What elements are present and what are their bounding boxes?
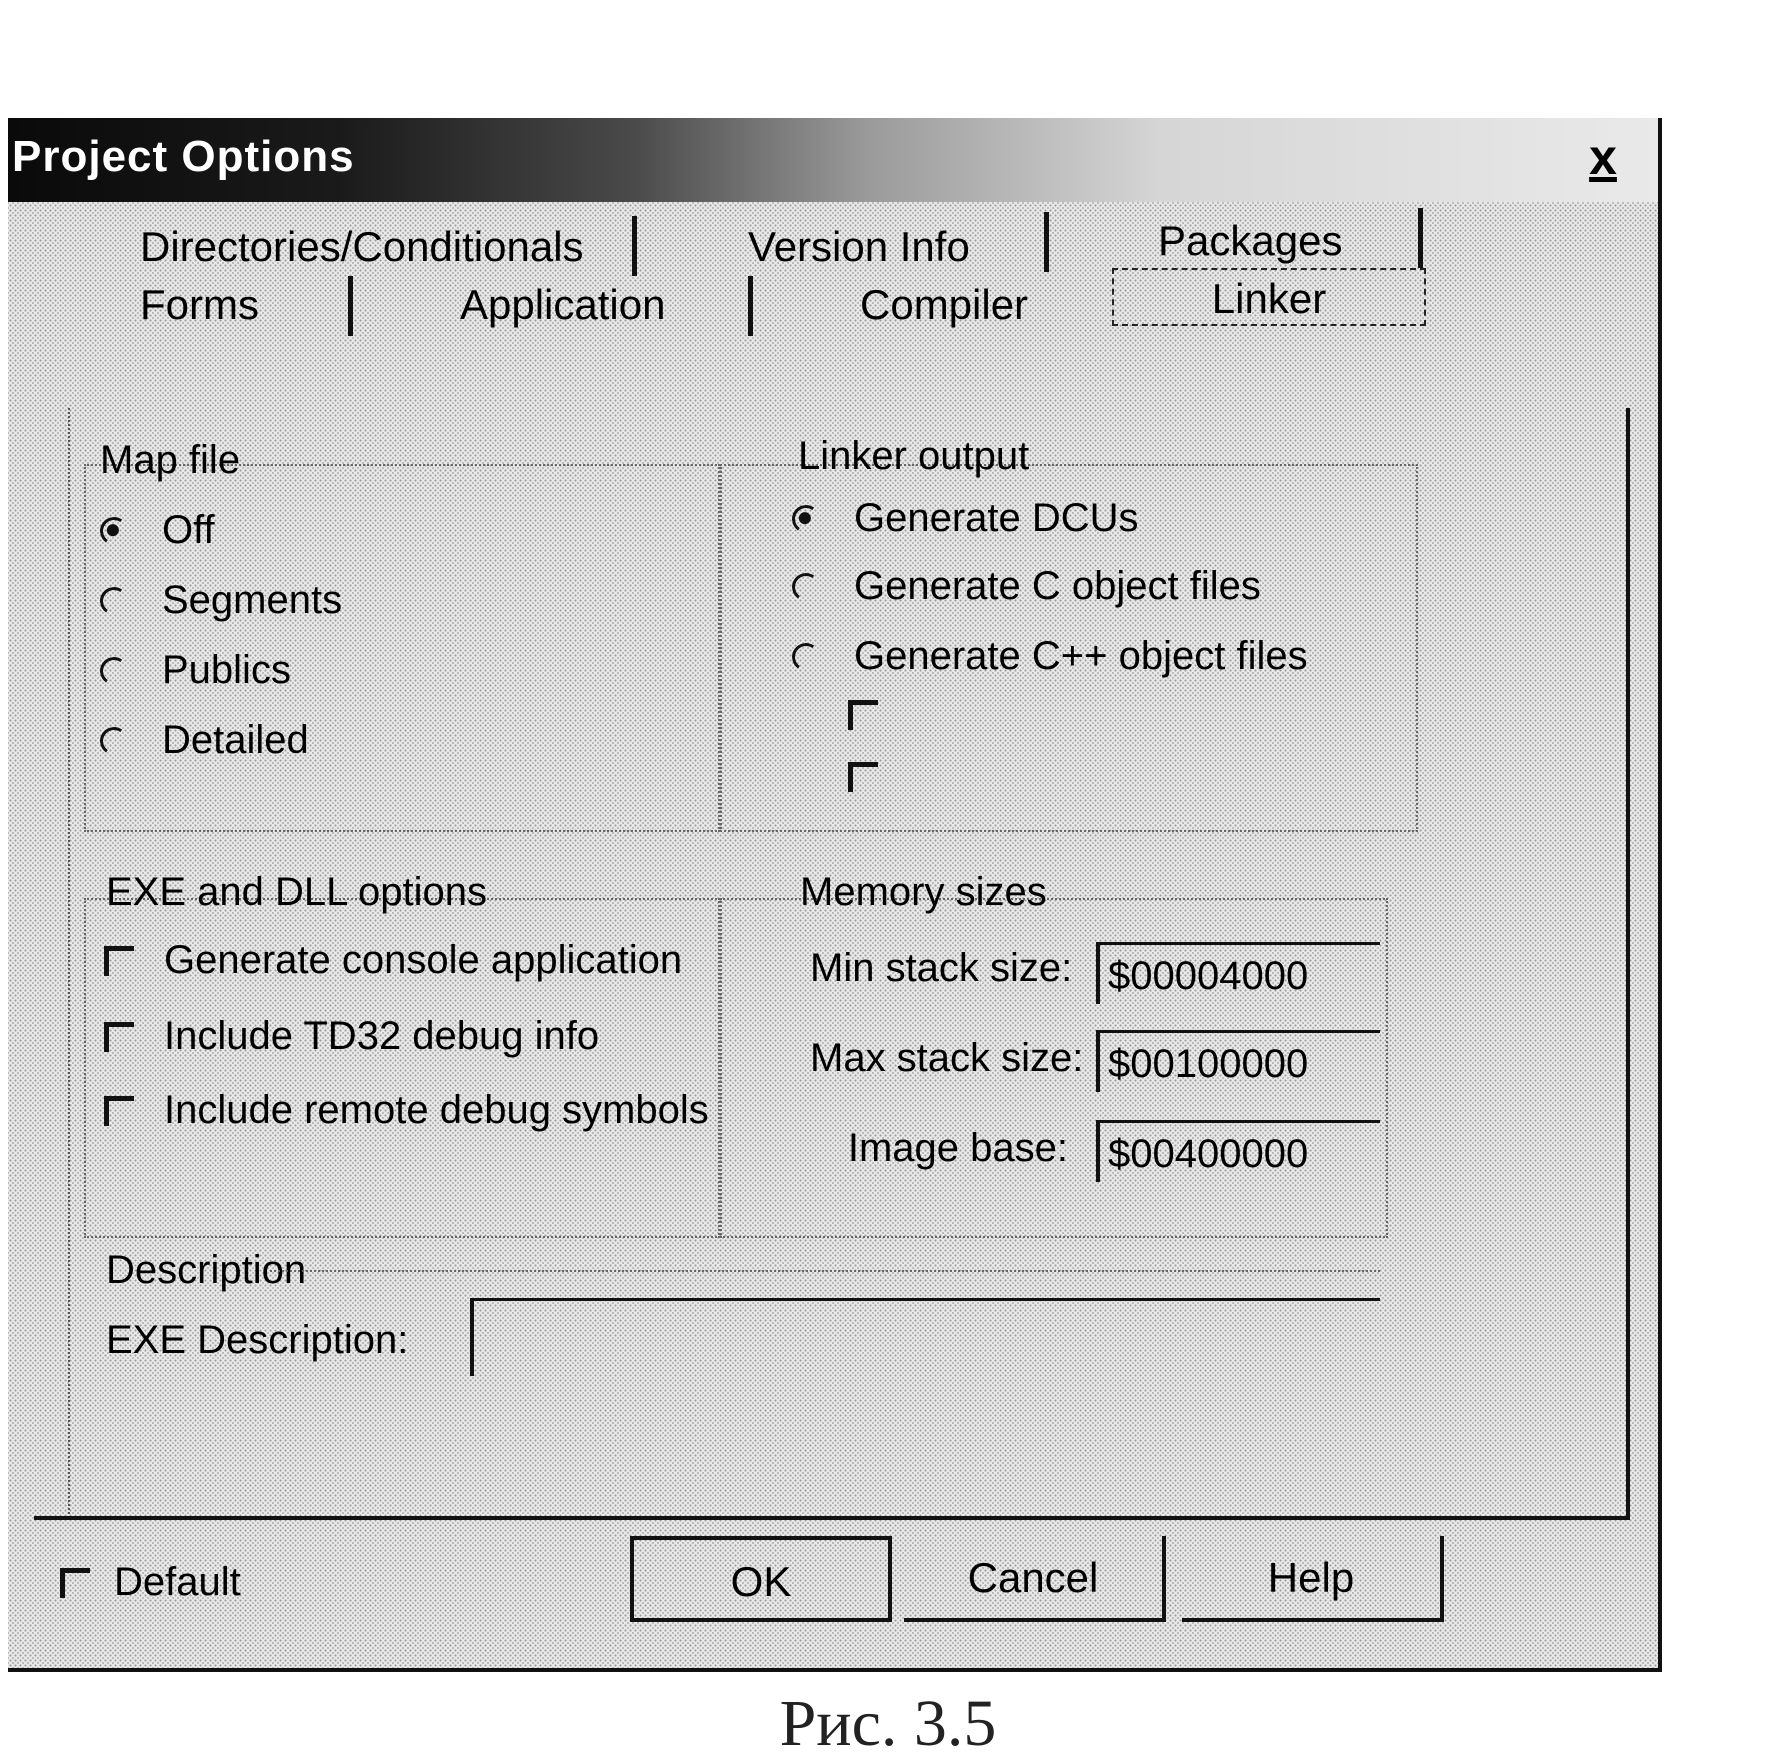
map-file-off-option[interactable] (100, 508, 215, 553)
linker-tab-panel (68, 408, 1630, 1518)
checkbox-icon (104, 1022, 134, 1052)
map-file-segments-option[interactable] (100, 578, 342, 623)
exe-description-label: EXE Description: (106, 1318, 409, 1362)
cancel-button[interactable]: Cancel (904, 1536, 1166, 1622)
checkbox-icon (104, 946, 134, 976)
disabled-checkbox-2 (848, 762, 908, 792)
generate-c-object-option[interactable] (792, 564, 1261, 609)
generate-c-object-label: Generate C object files (854, 564, 1261, 608)
checkbox-icon (60, 1568, 90, 1598)
default-option[interactable] (60, 1560, 241, 1605)
help-button[interactable]: Help (1182, 1536, 1444, 1622)
figure-caption: Рис. 3.5 (779, 1687, 997, 1760)
radio-checked-icon (790, 502, 822, 534)
title-bar (8, 118, 1658, 202)
description-divider (270, 1270, 1380, 1272)
map-file-detailed-option[interactable] (100, 718, 309, 763)
tab-divider (348, 276, 353, 336)
td32-debug-label: Include TD32 debug info (164, 1014, 600, 1058)
generate-cpp-object-option[interactable] (792, 634, 1308, 679)
radio-unchecked-icon (98, 724, 130, 756)
map-file-detailed-label: Detailed (162, 718, 309, 762)
checkbox-icon (104, 1096, 134, 1126)
tab-divider (1044, 212, 1049, 272)
default-label: Default (114, 1560, 241, 1604)
image-base-label: Image base: (847, 1126, 1068, 1170)
generate-cpp-object-label: Generate C++ object files (854, 634, 1308, 678)
footer-separator (34, 1516, 1630, 1520)
tab-directories-conditionals[interactable]: Directories/Conditionals (140, 223, 584, 270)
td32-debug-option[interactable] (104, 1014, 599, 1059)
max-stack-label: Max stack size: (810, 1036, 1084, 1080)
map-file-off-label: Off (162, 508, 215, 552)
memory-sizes-title: Memory sizes (800, 870, 1047, 914)
ok-button[interactable]: OK (630, 1536, 892, 1622)
tab-linker[interactable]: Linker (1112, 268, 1426, 326)
tab-divider (748, 276, 753, 336)
max-stack-input[interactable]: $00100000 (1096, 1030, 1380, 1092)
remote-debug-label: Include remote debug symbols (164, 1088, 709, 1132)
tab-version-info[interactable]: Version Info (748, 223, 970, 270)
tab-divider (632, 216, 637, 276)
radio-checked-icon (98, 514, 130, 546)
map-file-publics-label: Publics (162, 648, 291, 692)
map-file-segments-label: Segments (162, 578, 343, 622)
tab-forms[interactable]: Forms (140, 281, 259, 328)
tab-packages[interactable]: Packages (1158, 217, 1343, 264)
tab-application[interactable]: Application (460, 281, 666, 328)
disabled-checkbox-1 (848, 700, 908, 730)
radio-unchecked-icon (98, 584, 130, 616)
console-app-label: Generate console application (164, 938, 683, 982)
min-stack-label: Min stack size: (810, 946, 1073, 990)
console-app-option[interactable] (104, 938, 682, 983)
map-file-publics-option[interactable] (100, 648, 291, 693)
radio-unchecked-icon (790, 640, 822, 672)
generate-dcus-label: Generate DCUs (854, 496, 1139, 540)
checkbox-icon (848, 762, 878, 792)
checkbox-icon (848, 700, 878, 730)
tab-compiler[interactable]: Compiler (860, 281, 1029, 328)
window-title: Project Options (12, 132, 355, 181)
close-button[interactable]: x (1589, 129, 1617, 185)
image-base-input[interactable]: $00400000 (1096, 1120, 1380, 1182)
radio-unchecked-icon (98, 654, 130, 686)
exe-dll-title: EXE and DLL options (106, 870, 487, 914)
description-title: Description (106, 1248, 307, 1292)
generate-dcus-option[interactable] (792, 496, 1139, 541)
radio-unchecked-icon (790, 570, 822, 602)
linker-output-title: Linker output (798, 434, 1030, 478)
exe-description-input[interactable] (470, 1298, 1380, 1376)
project-options-dialog (8, 118, 1662, 1672)
tab-divider (1418, 208, 1423, 268)
min-stack-input[interactable]: $00004000 (1096, 942, 1380, 1004)
remote-debug-option[interactable] (104, 1088, 709, 1133)
map-file-title: Map file (100, 438, 241, 482)
